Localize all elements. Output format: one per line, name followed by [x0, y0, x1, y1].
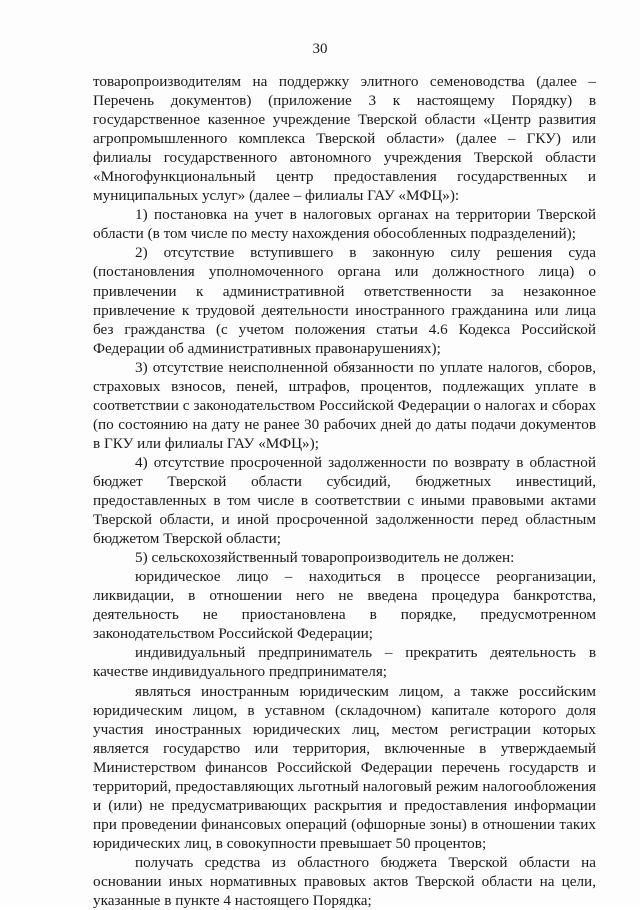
paragraph-item-5: 5) сельскохозяйственный товаропроизводитель не должен: — [135, 549, 515, 567]
paragraph-regional-budget-funds: получать средства из областного бюджета Тверской области на основании иных нормативных правовых актов Тверской области на цели, указанные в пункте 4 настоящего Порядка; — [93, 853, 596, 910]
page-number: 30 — [312, 41, 328, 57]
paragraph-individual-entrepreneur: индивидуальный предприниматель – прекратить деятельность в качестве индивидуального предпринимателя; — [93, 644, 596, 681]
paragraph-foreign-entity: являться иностранным юридическим лицом, а также российским юридическим лицом, в уставном (складочном) капитале которого доля участия иностранных юридических лиц, местом регистрации которых является государство или территория, включенные в утверждаемый Министерством финансов Российской Федерации перечень государств и территорий, предоставляющих льготный налоговый режим налогообложения и (или) не предусматривающих раскрытия и предоставления информации при проведении финансовых операций (офшорные зоны) в отношении таких юридических лиц, в совокупности превышает 50 процентов; — [93, 682, 596, 852]
paragraph-item-2: 2) отсутствие вступившего в законную силу решения суда (постановления уполномоченного органа или должностного лица) о привлечении к административной ответственности за незаконное привлечение к трудовой деятельности иностранного гражданина или лица без гражданства (с учетом положения статьи 4.6 Кодекса Российской Федерации об административных правонарушениях); — [93, 244, 596, 357]
paragraph-intro-continuation: товаропроизводителям на поддержку элитного семеноводства (далее – Перечень документов) (приложение 3 к настоящему Порядку) в государственное казенное учреждение Тверской области «Центр развития агропромышленного комплекса Тверской области» (далее – ГКУ) или филиалы государственного автономного учреждения Тверской области «Многофункциональный центр предоставления государственных и муниципальных услуг» (далее – филиалы ГАУ «МФЦ»): — [93, 73, 596, 205]
paragraph-item-1: 1) постановка на учет в налоговых органах на территории Тверской области (в том числе по месту нахождения обособленных подразделений); — [93, 206, 596, 243]
paragraph-item-3: 3) отсутствие неисполненной обязанности по уплате налогов, сборов, страховых взносов, пеней, штрафов, процентов, подлежащих уплате в соответствии с законодательством Российской Федерации о налогах и сборах (по состоянию на дату не ранее 30 рабочих дней до даты подачи документов в ГКУ или филиалы ГАУ «МФЦ»); — [93, 358, 596, 452]
paragraph-item-4: 4) отсутствие просроченной задолженности по возврату в областной бюджет Тверской области субсидий, бюджетных инвестиций, предоставленных в том числе в соответствии с иными правовыми актами Тверской области, и иной просроченной задолженности перед областным бюджетом Тверской области; — [93, 453, 596, 548]
document-body — [93, 72, 596, 910]
paragraph-legal-entity: юридическое лицо – находиться в процессе реорганизации, ликвидации, в отношении него не введена процедура банкротства, деятельность не приостановлена в порядке, предусмотренном законодательством Российской Федерации; — [93, 568, 596, 643]
